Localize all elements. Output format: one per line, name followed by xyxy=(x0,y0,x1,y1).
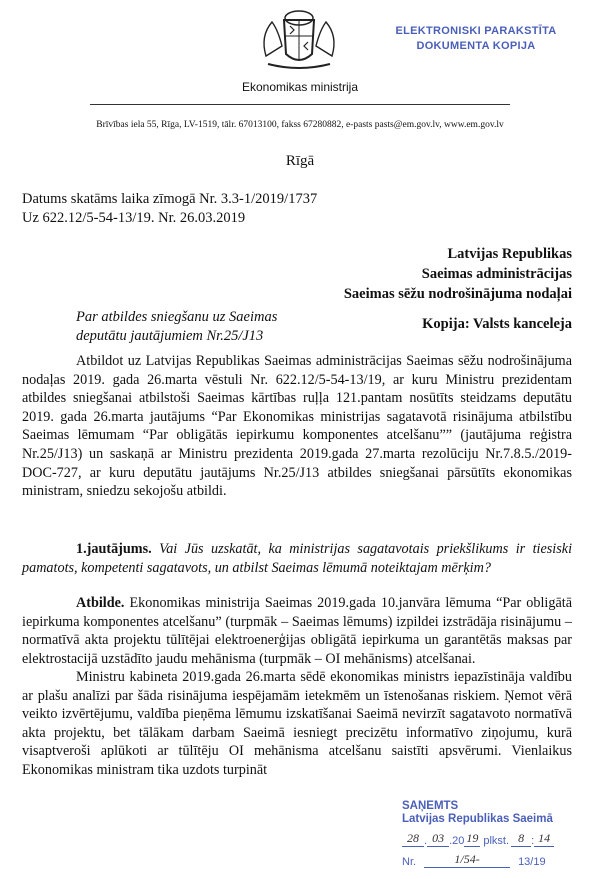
header-divider xyxy=(90,104,510,105)
cabinet-paragraph: Ministru kabineta 2019.gada 26.marta sēdē ekonomikas ministrs iepazīstināja valdību ar plašu analīzi par šāda risinājuma iespējamām ietekmēm un īstenošanas riskiem. Ņemot vērā veikto izvērtējumu, valdība pieņēma lēmumu izskatīšanai Saeimā nevirzīt sagatavoto normatīvā akta projektu, bet tālākam darbam Saeimā iesniegt precizētu informatīvo ziņojumu, kurā visaptveroši aplūkoti ar tūlītēju OI mehānisma atcelšanu saistīti apsvērumi. Vienlaikus Ekonomikas ministram tika uzdots turpināt xyxy=(22,669,572,778)
reference-line-1: Datums skatāms laika zīmogā Nr. 3.3-1/2019/1737 xyxy=(22,191,318,207)
copy-recipient: Kopija: Valsts kanceleja xyxy=(422,316,572,332)
received-minute: 14 xyxy=(534,831,554,847)
received-number-handwritten: 1/54- xyxy=(424,852,510,868)
subject-line-2: deputātu jautājumiem Nr.25/J13 xyxy=(76,328,264,344)
received-hour: 8 xyxy=(511,831,531,847)
question-label: 1.jautājums. xyxy=(76,541,152,557)
received-date-row: 28 . 03 . 20 19 plkst. 8 : 14 xyxy=(402,831,582,847)
answer-block xyxy=(22,594,572,668)
ministry-name: Ekonomikas ministrija xyxy=(241,80,359,94)
received-day: 28 xyxy=(402,831,424,847)
received-time-label: plkst. xyxy=(483,835,510,847)
recipient-line-3: Saeimas sēžu nodrošinājuma nodaļai xyxy=(343,286,572,302)
received-stamp-org: Latvijas Republikas Saeimā xyxy=(402,813,553,825)
subject-block xyxy=(76,308,326,346)
intro-paragraph: Atbildot uz Latvijas Republikas Saeimas administrācijas Saeimas sēžu nodrošinājuma nodaļas 2019. gada 26.marta vēstuli Nr. 622.12/5-54-13/19, ar kuru Ministru prezidentam atbildes sniegšanai atbilstoši Saeimas kārtības ruļļa 121.pantam nosūtīts steidzams deputātu 2019. gada 26.marta jautājums “Par Ekonomikas ministrijas sagatavotā risinājuma atbilstību Saeimas lēmumam “Par obligātās iepirkumu komponentes atcelšanu”” (jautājuma reģistra Nr.25/J13) un saskaņā ar Ministru prezidenta 2019.gada 27.marta rezolūciju Nr.7.8.5./2019-DOC-727, ar kuru deputātu jautājums Nr.25/J13 atbildes sniegšanai pārsūtīts ekonomikas ministram, sniedzu sekojošu atbildi. xyxy=(22,353,572,500)
received-month: 03 xyxy=(427,831,449,847)
certified-stamp-line1: ELEKTRONISKI PARAKSTĪTA xyxy=(395,25,557,37)
answer-text: Ekonomikas ministrija Saeimas 2019.gada 10.janvāra lēmuma “Par obligātā iepirkuma komponentes atcelšanu” (turpmāk – Saeimas lēmums) izpildei izstrādāja risinājumu – normatīvā akta projektu tūlītējai elektroenerģijas obligātā iepirkuma un garantētās maksas par elektrostacijā uzstādīto jaudu mehānisma (turpmāk – OI mehānisms) atcelšanai. xyxy=(22,595,572,667)
received-stamp xyxy=(402,800,582,868)
subject-line-1: Par atbildes sniegšanu uz Saeimas xyxy=(76,309,278,325)
received-number-row xyxy=(402,852,582,868)
city-name: Rīgā xyxy=(285,153,315,169)
received-number-label: Nr. xyxy=(402,856,417,868)
received-year-prefix: 20 xyxy=(452,835,465,847)
question-text: Vai Jūs uzskatāt, ka ministrijas sagatavotais priekšlikums ir tiesiski pamatots, kompetenti sagatavots, un atbilst Saeimas lēmumā noteiktajam mērķim? xyxy=(22,541,573,576)
certified-copy-stamp xyxy=(376,24,576,54)
recipient-block xyxy=(344,244,572,304)
reference-block xyxy=(22,190,317,228)
received-stamp-title: SAŅEMTS xyxy=(402,800,459,812)
question-block xyxy=(22,540,572,577)
received-year-suffix: 19 xyxy=(466,831,479,845)
body-intro xyxy=(22,352,572,501)
recipient-line-1: Latvijas Republikas xyxy=(447,246,572,262)
answer-label: Atbilde. xyxy=(76,595,125,611)
received-number-suffix: 13/19 xyxy=(518,856,546,868)
cabinet-block xyxy=(22,668,572,780)
certified-stamp-line2: DOKUMENTA KOPIJA xyxy=(416,40,536,52)
coat-of-arms-emblem xyxy=(254,6,344,72)
reference-line-2: Uz 622.12/5-54-13/19. Nr. 26.03.2019 xyxy=(22,210,246,226)
recipient-line-2: Saeimas administrācijas xyxy=(421,266,572,282)
ministry-address: Brīvības iela 55, Rīga, LV-1519, tālr. 67013100, fakss 67280882, e-pasts pasts@em.gov.lv, www.em.gov.lv xyxy=(96,120,504,130)
